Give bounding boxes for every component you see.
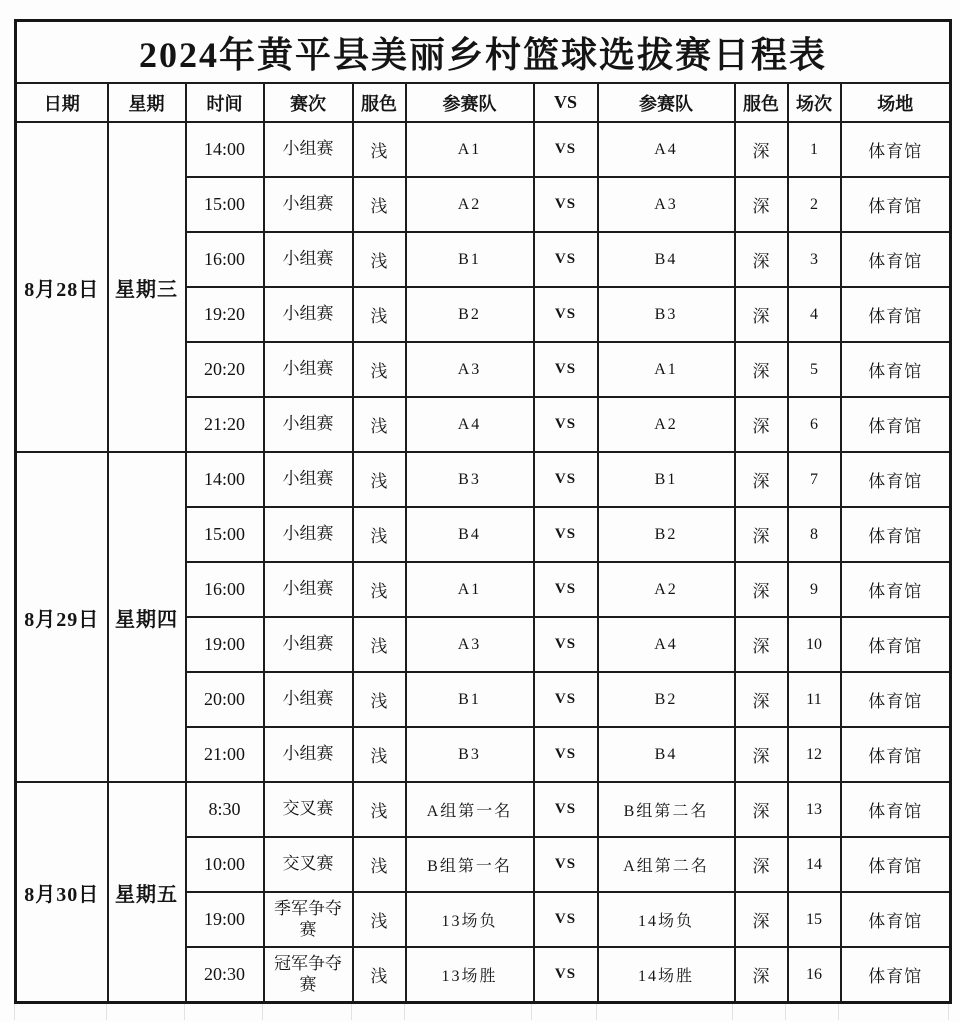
uniform-right-cell: 深: [735, 342, 788, 397]
time-cell: 20:30: [186, 947, 264, 1003]
uniform-right-cell: 深: [735, 672, 788, 727]
uniform-right-cell: 深: [735, 947, 788, 1003]
uniform-right-cell: 深: [735, 507, 788, 562]
time-cell: 19:00: [186, 617, 264, 672]
date-cell: 8月28日: [16, 122, 108, 452]
team-right-cell: B4: [598, 232, 735, 287]
column-header-uniform-right: 服色: [735, 83, 788, 122]
venue-cell: 体育馆: [841, 397, 951, 452]
round-cell: 冠军争夺赛: [264, 947, 353, 1003]
match-no-cell: 12: [788, 727, 841, 782]
match-no-cell: 5: [788, 342, 841, 397]
venue-cell: 体育馆: [841, 947, 951, 1003]
uniform-left-cell: 浅: [353, 672, 406, 727]
vs-cell: VS: [534, 782, 598, 837]
round-cell: 小组赛: [264, 287, 353, 342]
uniform-left-cell: 浅: [353, 727, 406, 782]
uniform-left-cell: 浅: [353, 617, 406, 672]
grid-remnant-cell: [185, 1004, 263, 1020]
match-no-cell: 6: [788, 397, 841, 452]
round-cell: 小组赛: [264, 177, 353, 232]
uniform-right-cell: 深: [735, 837, 788, 892]
match-no-cell: 1: [788, 122, 841, 177]
team-left-cell: A2: [406, 177, 534, 232]
time-cell: 20:00: [186, 672, 264, 727]
uniform-right-cell: 深: [735, 452, 788, 507]
header-row: [16, 83, 951, 122]
time-cell: 14:00: [186, 122, 264, 177]
column-header-time: 时间: [186, 83, 264, 122]
grid-remnant-cell: [352, 1004, 405, 1020]
time-cell: 16:00: [186, 232, 264, 287]
team-right-cell: A组第二名: [598, 837, 735, 892]
match-no-cell: 4: [788, 287, 841, 342]
time-cell: 15:00: [186, 507, 264, 562]
uniform-right-cell: 深: [735, 617, 788, 672]
team-right-cell: B3: [598, 287, 735, 342]
round-cell: 季军争夺赛: [264, 892, 353, 947]
date-cell: 8月29日: [16, 452, 108, 782]
uniform-right-cell: 深: [735, 562, 788, 617]
team-left-cell: A1: [406, 122, 534, 177]
column-header-weekday: 星期: [108, 83, 186, 122]
team-left-cell: A3: [406, 617, 534, 672]
match-no-cell: 7: [788, 452, 841, 507]
match-no-cell: 10: [788, 617, 841, 672]
vs-cell: VS: [534, 727, 598, 782]
match-row-7: [16, 452, 951, 507]
match-no-cell: 15: [788, 892, 841, 947]
grid-remnant-cell: [263, 1004, 352, 1020]
team-left-cell: B1: [406, 672, 534, 727]
uniform-right-cell: 深: [735, 122, 788, 177]
uniform-right-cell: 深: [735, 177, 788, 232]
venue-cell: 体育馆: [841, 892, 951, 947]
page-title: 2024年黄平县美丽乡村篮球选拔赛日程表: [16, 21, 951, 84]
match-no-cell: 11: [788, 672, 841, 727]
time-cell: 21:20: [186, 397, 264, 452]
team-left-cell: B组第一名: [406, 837, 534, 892]
uniform-left-cell: 浅: [353, 452, 406, 507]
schedule-table: [14, 19, 952, 1004]
team-right-cell: A4: [598, 122, 735, 177]
uniform-left-cell: 浅: [353, 782, 406, 837]
vs-cell: VS: [534, 177, 598, 232]
sheet-grid-remnant: [14, 1004, 949, 1020]
team-left-cell: B2: [406, 287, 534, 342]
team-left-cell: B1: [406, 232, 534, 287]
venue-cell: 体育馆: [841, 782, 951, 837]
uniform-left-cell: 浅: [353, 562, 406, 617]
venue-cell: 体育馆: [841, 727, 951, 782]
table-head: [16, 21, 951, 123]
column-header-date: 日期: [16, 83, 108, 122]
venue-cell: 体育馆: [841, 672, 951, 727]
uniform-right-cell: 深: [735, 727, 788, 782]
team-right-cell: A4: [598, 617, 735, 672]
weekday-cell: 星期三: [108, 122, 186, 452]
team-left-cell: B4: [406, 507, 534, 562]
uniform-left-cell: 浅: [353, 837, 406, 892]
uniform-left-cell: 浅: [353, 342, 406, 397]
venue-cell: 体育馆: [841, 452, 951, 507]
venue-cell: 体育馆: [841, 507, 951, 562]
vs-cell: VS: [534, 947, 598, 1003]
uniform-right-cell: 深: [735, 232, 788, 287]
team-left-cell: B3: [406, 452, 534, 507]
column-header-team-right: 参赛队: [598, 83, 735, 122]
uniform-left-cell: 浅: [353, 122, 406, 177]
match-no-cell: 13: [788, 782, 841, 837]
schedule-body: [16, 122, 951, 1003]
vs-cell: VS: [534, 672, 598, 727]
uniform-right-cell: 深: [735, 892, 788, 947]
vs-cell: VS: [534, 562, 598, 617]
round-cell: 小组赛: [264, 342, 353, 397]
round-cell: 小组赛: [264, 562, 353, 617]
round-cell: 交叉赛: [264, 837, 353, 892]
team-right-cell: B1: [598, 452, 735, 507]
uniform-left-cell: 浅: [353, 232, 406, 287]
date-cell: 8月30日: [16, 782, 108, 1003]
uniform-left-cell: 浅: [353, 177, 406, 232]
column-header-vs: VS: [534, 83, 598, 122]
team-right-cell: 14场胜: [598, 947, 735, 1003]
team-left-cell: A1: [406, 562, 534, 617]
vs-cell: VS: [534, 892, 598, 947]
venue-cell: 体育馆: [841, 232, 951, 287]
weekday-cell: 星期五: [108, 782, 186, 1003]
vs-cell: VS: [534, 287, 598, 342]
time-cell: 8:30: [186, 782, 264, 837]
vs-cell: VS: [534, 452, 598, 507]
vs-cell: VS: [534, 232, 598, 287]
match-row-1: [16, 122, 951, 177]
team-left-cell: 13场胜: [406, 947, 534, 1003]
round-cell: 小组赛: [264, 507, 353, 562]
team-right-cell: B2: [598, 672, 735, 727]
team-right-cell: A2: [598, 562, 735, 617]
time-cell: 19:20: [186, 287, 264, 342]
grid-remnant-cell: [786, 1004, 839, 1020]
team-right-cell: B4: [598, 727, 735, 782]
venue-cell: 体育馆: [841, 562, 951, 617]
uniform-right-cell: 深: [735, 782, 788, 837]
column-header-uniform-left: 服色: [353, 83, 406, 122]
team-right-cell: A1: [598, 342, 735, 397]
venue-cell: 体育馆: [841, 177, 951, 232]
vs-cell: VS: [534, 342, 598, 397]
grid-remnant-cell: [405, 1004, 532, 1020]
match-no-cell: 2: [788, 177, 841, 232]
match-no-cell: 9: [788, 562, 841, 617]
round-cell: 小组赛: [264, 727, 353, 782]
team-right-cell: A2: [598, 397, 735, 452]
match-row-13: [16, 782, 951, 837]
team-left-cell: A组第一名: [406, 782, 534, 837]
vs-cell: VS: [534, 837, 598, 892]
time-cell: 19:00: [186, 892, 264, 947]
grid-remnant-cell: [14, 1004, 107, 1020]
column-header-match-no: 场次: [788, 83, 841, 122]
column-header-round: 赛次: [264, 83, 353, 122]
vs-cell: VS: [534, 507, 598, 562]
team-right-cell: 14场负: [598, 892, 735, 947]
column-header-team-left: 参赛队: [406, 83, 534, 122]
round-cell: 交叉赛: [264, 782, 353, 837]
venue-cell: 体育馆: [841, 122, 951, 177]
match-no-cell: 3: [788, 232, 841, 287]
vs-cell: VS: [534, 617, 598, 672]
venue-cell: 体育馆: [841, 342, 951, 397]
time-cell: 14:00: [186, 452, 264, 507]
venue-cell: 体育馆: [841, 617, 951, 672]
uniform-left-cell: 浅: [353, 397, 406, 452]
team-left-cell: A4: [406, 397, 534, 452]
team-right-cell: B2: [598, 507, 735, 562]
team-right-cell: B组第二名: [598, 782, 735, 837]
time-cell: 16:00: [186, 562, 264, 617]
grid-remnant-cell: [839, 1004, 949, 1020]
vs-cell: VS: [534, 122, 598, 177]
grid-remnant-cell: [733, 1004, 786, 1020]
round-cell: 小组赛: [264, 232, 353, 287]
round-cell: 小组赛: [264, 397, 353, 452]
match-no-cell: 8: [788, 507, 841, 562]
round-cell: 小组赛: [264, 122, 353, 177]
match-no-cell: 14: [788, 837, 841, 892]
venue-cell: 体育馆: [841, 287, 951, 342]
team-left-cell: B3: [406, 727, 534, 782]
team-left-cell: 13场负: [406, 892, 534, 947]
uniform-left-cell: 浅: [353, 287, 406, 342]
title-row: [16, 21, 951, 84]
column-header-venue: 场地: [841, 83, 951, 122]
time-cell: 21:00: [186, 727, 264, 782]
team-left-cell: A3: [406, 342, 534, 397]
weekday-cell: 星期四: [108, 452, 186, 782]
grid-remnant-cell: [532, 1004, 596, 1020]
uniform-left-cell: 浅: [353, 507, 406, 562]
venue-cell: 体育馆: [841, 837, 951, 892]
time-cell: 15:00: [186, 177, 264, 232]
round-cell: 小组赛: [264, 452, 353, 507]
uniform-right-cell: 深: [735, 397, 788, 452]
grid-remnant-cell: [107, 1004, 185, 1020]
grid-remnant-cell: [597, 1004, 733, 1020]
uniform-left-cell: 浅: [353, 892, 406, 947]
time-cell: 20:20: [186, 342, 264, 397]
round-cell: 小组赛: [264, 672, 353, 727]
uniform-left-cell: 浅: [353, 947, 406, 1003]
team-right-cell: A3: [598, 177, 735, 232]
time-cell: 10:00: [186, 837, 264, 892]
uniform-right-cell: 深: [735, 287, 788, 342]
round-cell: 小组赛: [264, 617, 353, 672]
vs-cell: VS: [534, 397, 598, 452]
match-no-cell: 16: [788, 947, 841, 1003]
